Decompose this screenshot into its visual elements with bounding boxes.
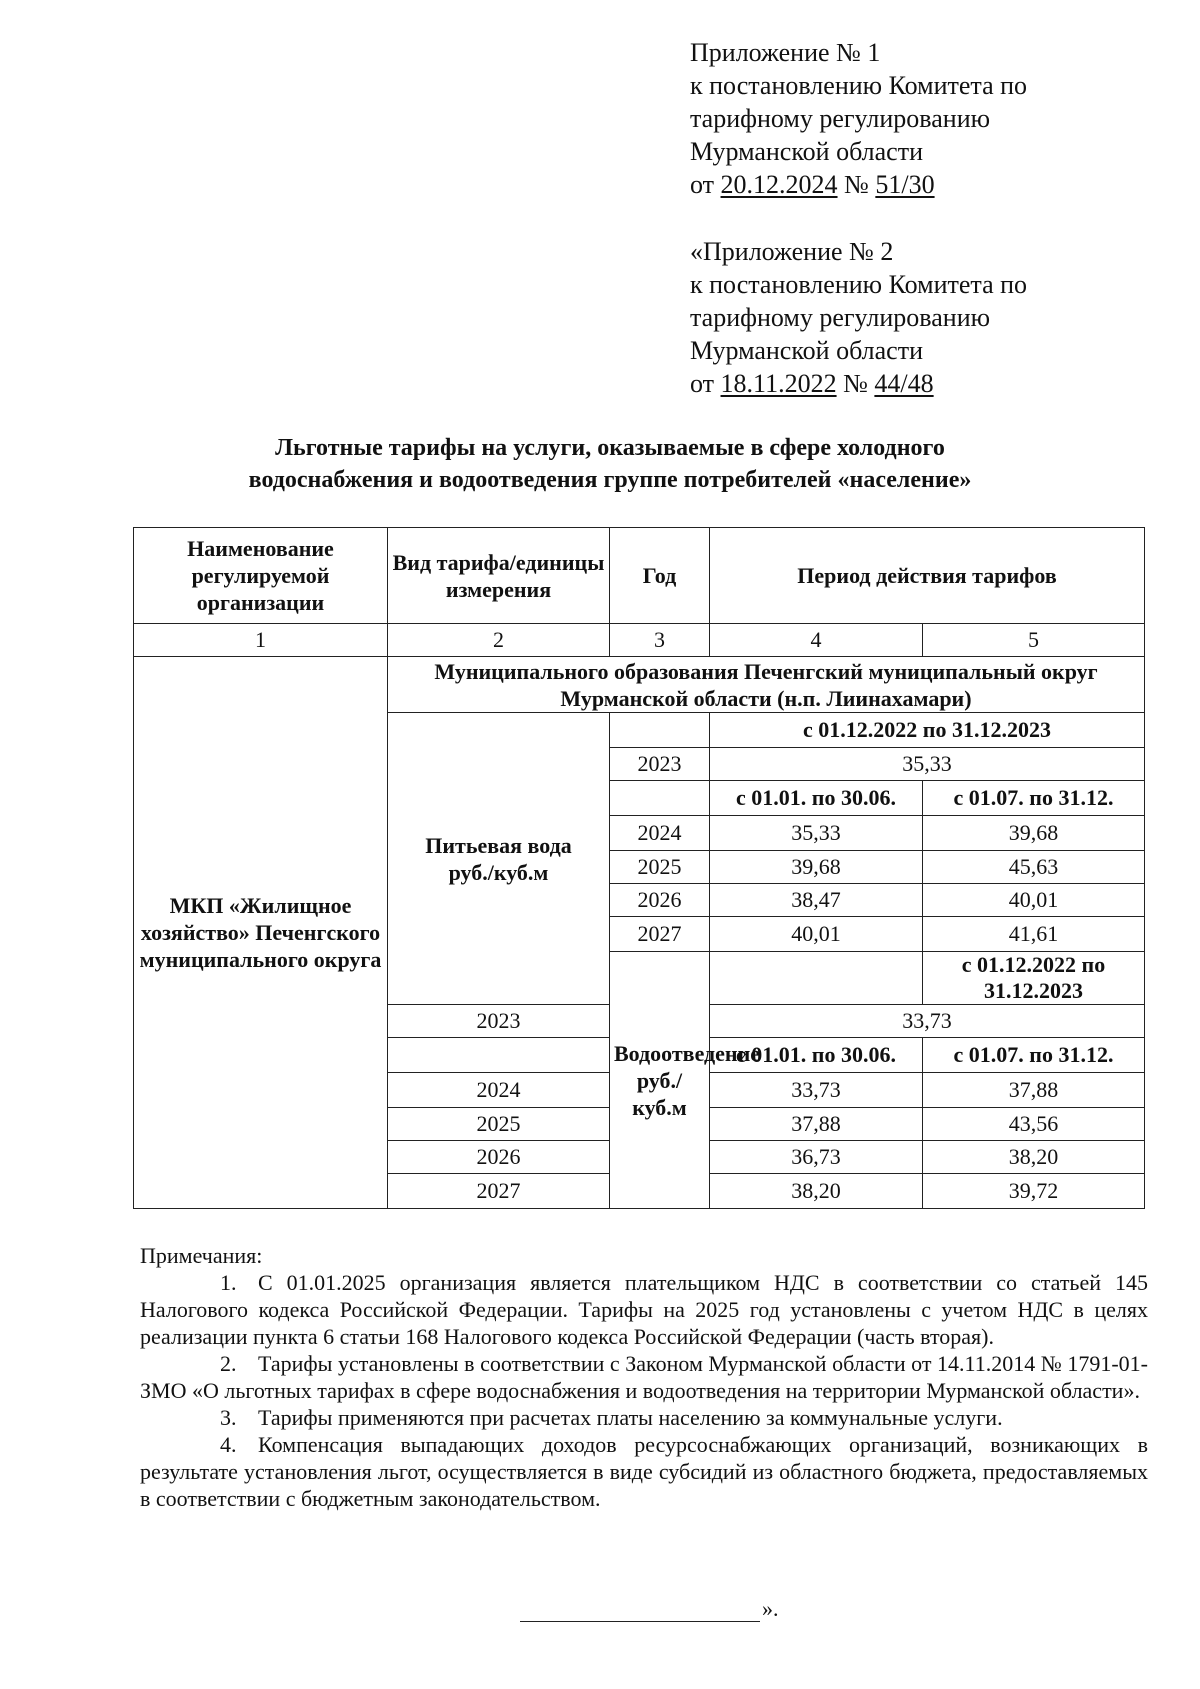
value-cell: 36,73 [710, 1141, 923, 1174]
value-cell: 43,56 [923, 1108, 1145, 1141]
appendix-1-header [690, 36, 1150, 201]
appendix-2-title: «Приложение № 2 [690, 237, 894, 266]
notes-section [140, 1242, 1148, 1512]
header-period: Период действия тарифов [710, 528, 1145, 624]
date-prefix: от [690, 369, 721, 398]
note-item [140, 1431, 1148, 1512]
document-title [150, 432, 1070, 496]
half-year-1: с 01.01. по 30.06. [710, 1038, 923, 1073]
appendix-2-date: 18.11.2022 [720, 369, 837, 398]
date-prefix: от [690, 170, 721, 199]
note-text: Тарифы применяются при расчетах платы населению за коммунальные услуги. [258, 1405, 1003, 1430]
year-cell: 2026 [388, 1141, 610, 1174]
table-header-row [134, 528, 1145, 624]
year-cell: 2024 [610, 816, 710, 851]
tariff-table [133, 527, 1145, 1209]
year-cell-empty [710, 952, 923, 1005]
half-year-1: с 01.01. по 30.06. [710, 781, 923, 816]
note-item [140, 1404, 1148, 1431]
organization-name: МКП «Жилищное хозяйство» Печенгского муниципального округа [134, 657, 388, 1209]
year-cell: 2024 [388, 1073, 610, 1108]
value-cell: 38,47 [710, 884, 923, 917]
value-cell: 39,68 [710, 851, 923, 884]
header-year: Год [610, 528, 710, 624]
year-cell: 2027 [610, 917, 710, 952]
note-number: 3. [220, 1405, 237, 1430]
appendix-1-line-4: Мурманской области [690, 137, 923, 166]
period-full: с 01.12.2022 по 31.12.2023 [923, 952, 1145, 1005]
value-cell: 35,33 [710, 748, 1145, 781]
value-cell: 33,73 [710, 1073, 923, 1108]
value-cell: 35,33 [710, 816, 923, 851]
appendix-2-date-line [690, 367, 1150, 400]
year-cell: 2025 [610, 851, 710, 884]
service-name: Питьевая вода [425, 832, 572, 858]
appendix-1-date: 20.12.2024 [720, 170, 838, 199]
value-cell: 38,20 [710, 1174, 923, 1209]
note-item [140, 1350, 1148, 1404]
appendix-2-number: 44/48 [874, 369, 934, 398]
service-unit: руб./куб.м [632, 1067, 687, 1120]
year-cell: 2023 [610, 748, 710, 781]
column-number: 5 [923, 624, 1145, 657]
year-cell: 2023 [388, 1005, 610, 1038]
note-text: Компенсация выпадающих доходов ресурсоснабжающих организаций, возникающих в результате установления льгот, осуществляется в виде субсидий из областного бюджета, предоставляемых в соответствии с бюджетным законодательством. [140, 1432, 1148, 1511]
note-item [140, 1269, 1148, 1350]
value-cell: 39,68 [923, 816, 1145, 851]
number-prefix: № [837, 170, 876, 199]
year-cell-empty [610, 713, 710, 748]
appendix-1-title: Приложение № 1 [690, 38, 881, 67]
value-cell: 40,01 [923, 884, 1145, 917]
closing-quote: ». [762, 1596, 779, 1621]
service-water [388, 713, 610, 1005]
note-text: Тарифы установлены в соответствии с Законом Мурманской области от 14.11.2014 № 1791-01-ЗМО «О льготных тарифах в сфере водоснабжения и водоотведения на территории Мурманской области». [140, 1351, 1148, 1403]
year-cell: 2027 [388, 1174, 610, 1209]
municipality-row [134, 657, 1145, 713]
note-text: С 01.01.2025 организация является плательщиком НДС в соответствии со статьей 145 Налогового кодекса Российской Федерации. Тарифы на 2025 год установлены с учетом НДС в целях реализации пункта 6 статьи 168 Налогового кодекса Российской Федерации (часть вторая). [140, 1270, 1148, 1349]
column-number: 3 [610, 624, 710, 657]
value-cell: 41,61 [923, 917, 1145, 952]
value-cell: 37,88 [710, 1108, 923, 1141]
year-cell-empty [610, 781, 710, 816]
year-cell-empty [388, 1038, 610, 1073]
service-wastewater [610, 952, 761, 1209]
half-year-2: с 01.07. по 31.12. [923, 1038, 1145, 1073]
appendix-2-header [690, 235, 1150, 400]
value-cell: 39,72 [923, 1174, 1145, 1209]
service-name: Водоотведение [614, 1040, 761, 1066]
appendix-1-line-2: к постановлению Комитета по [690, 71, 1028, 100]
value-cell: 45,63 [923, 851, 1145, 884]
appendix-2-line-2: к постановлению Комитета по [690, 270, 1028, 299]
header-org: Наименование регулируемой организации [134, 528, 388, 624]
appendix-2-line-3: тарифному регулированию [690, 303, 991, 332]
signature-blank-line [520, 1601, 760, 1622]
half-year-2: с 01.07. по 31.12. [923, 781, 1145, 816]
value-cell: 33,73 [710, 1005, 1145, 1038]
title-line-1: Льготные тарифы на услуги, оказываемые в сфере холодного [275, 435, 945, 461]
number-prefix: № [836, 369, 875, 398]
note-number: 1. [220, 1270, 237, 1295]
appendix-1-date-line [690, 168, 1150, 201]
value-cell: 38,20 [923, 1141, 1145, 1174]
value-cell: 37,88 [923, 1073, 1145, 1108]
title-line-2: водоснабжения и водоотведения группе потребителей «население» [248, 467, 972, 493]
appendix-1-number: 51/30 [875, 170, 935, 199]
period-full: с 01.12.2022 по 31.12.2023 [710, 713, 1145, 748]
value-cell: 40,01 [710, 917, 923, 952]
notes-heading: Примечания: [140, 1243, 263, 1268]
column-number: 1 [134, 624, 388, 657]
year-cell: 2026 [610, 884, 710, 917]
column-number: 4 [710, 624, 923, 657]
appendix-2-line-4: Мурманской области [690, 336, 923, 365]
header-tariff-type: Вид тарифа/единицы измерения [388, 528, 610, 624]
service-unit: руб./куб.м [448, 859, 549, 885]
municipality-name: Муниципального образования Печенгский муниципальный округ Мурманской области (н.п. Лиинахамари) [388, 657, 1145, 713]
note-number: 2. [220, 1351, 237, 1376]
column-number: 2 [388, 624, 610, 657]
note-number: 4. [220, 1432, 237, 1457]
year-cell: 2025 [388, 1108, 610, 1141]
column-number-row [134, 624, 1145, 657]
appendix-1-line-3: тарифному регулированию [690, 104, 991, 133]
closing-line [520, 1596, 779, 1622]
